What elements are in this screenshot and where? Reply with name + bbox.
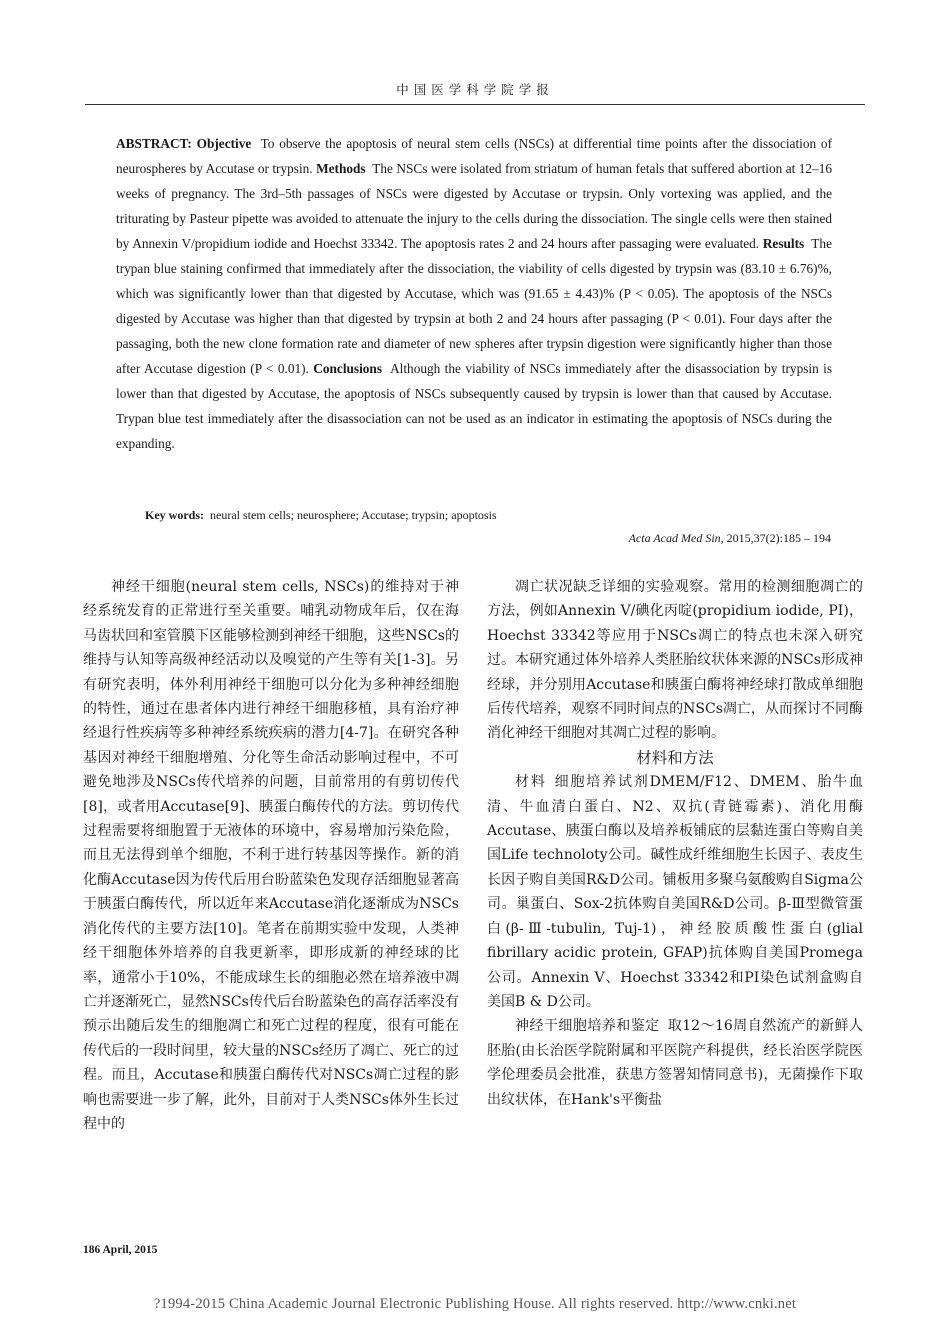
culture-label: 神经干细胞培养和鉴定 [515, 1018, 660, 1035]
citation-details: , 2015,37(2):185 – 194 [720, 531, 831, 545]
objective-text: To observe the apoptosis of neural stem cells (NSCs) at differential time points after the dissociation of neurospheres by Accutase or trypsin. [116, 136, 832, 176]
body-column-left [83, 575, 459, 1136]
objective-label: ABSTRACT: Objective [116, 136, 252, 151]
results-label: Results [762, 236, 805, 251]
keywords-label: Key words: [145, 508, 204, 522]
english-abstract [116, 131, 832, 456]
header-divider [85, 104, 865, 105]
copyright-notice: ?1994-2015 China Academic Journal Electronic Publishing House. All rights reserved. http://www.cnki.net [153, 1296, 797, 1312]
culture-text: 取12～16周自然流产的新鲜人胚胎(由长治医学院附属和平医院产科提供，经长治医学院医学伦理委员会批准，获患方签署知情同意书)，无菌操作下取出纹状体，在Hank's平衡盐 [487, 1018, 863, 1108]
materials-paragraph [487, 770, 863, 1014]
culture-paragraph [487, 1014, 863, 1112]
keywords-text: neural stem cells; neurosphere; Accutase; trypsin; apoptosis [210, 508, 497, 522]
methods-text: The NSCs were isolated from striatum of human fetals that suffered abortion at 12–16 weeks of pregnancy. The 3rd–5th passages of NSCs were digested by Accutase or trypsin. Only vortexing was applied, and the triturating by Pasteur pipette was avoided to attenuate the injury to the cells during the dissociation. The single cells were then stained by Annexin V/propidium iodide and Hoechst 33342. The apoptosis rates 2 and 24 hours after passaging were evaluated. [116, 161, 833, 251]
intro-paragraph: 神经干细胞(neural stem cells, NSCs)的维持对于神经系统发育的正常进行至关重要。哺乳动物成年后，仅在海马齿状回和室管膜下区能够检测到神经干细胞，这些NSCs的维持与认知等高级神经活动以及嗅觉的产生等有关[1-3]。另有研究表明，体外利用神经干细胞可以分化为多种神经细胞的特性，通过在患者体内进行神经干细胞移植，具有治疗神经退行性疾病等多种神经系统疾病的潜力[4-7]。在研究各种基因对神经干细胞增殖、分化等生命活动影响过程中，不可避免地涉及NSCs传代培养的问题，目前常用的有剪切传代[8]，或者用Accutase[9]、胰蛋白酶传代的方法。剪切传代过程需要将细胞置于无液体的环境中，容易增加污染危险，而且无法得到单个细胞，不利于进行转基因等操作。新的消化酶Accutase因为传代后用台盼蓝染色发现存活细胞显著高于胰蛋白酶传代，所以近年来Accutase消化逐渐成为NSCs消化传代的主要方法[10]。笔者在前期实验中发现，人类神经干细胞体外培养的自我更新率，即形成新的神经球的比率，通常小于10%，不能成球生长的细胞必然在培养液中凋亡并逐渐死亡，显然NSCs传代后台盼蓝染色的高存活率没有预示出随后发生的细胞凋亡和死亡过程的程度，很有可能在传代后的一段时间里，较大量的NSCs经历了凋亡、死亡的过程。而且，Accutase和胰蛋白酶传代对NSCs凋亡过程的影响也需要进一步了解，此外，目前对于人类NSCs体外生长过程中的 [83, 579, 459, 1132]
materials-label: 材料 [515, 774, 547, 791]
keywords-line [145, 508, 497, 523]
conclusions-text: Although the viability of NSCs immediately after the disassociation by trypsin is lower than that digested by Accutase, the apoptosis of NSCs subsequently caused by trypsin is lower than that caused by Accutase. Trypan blue test immediately after the disassociation can not be used as an indicator in estimating the apoptosis of NSCs during the expanding. [116, 361, 832, 451]
citation-line [629, 531, 831, 546]
materials-text: 细胞培养试剂DMEM/F12、DMEM、胎牛血清、牛血清白蛋白、N2、双抗(青链霉素)、消化用酶Accutase、胰蛋白酶以及培养板铺底的层黏连蛋白等购自美国Life technoloty公司。碱性成纤维细胞生长因子、表皮生长因子购自美国R&D公司。铺板用多聚乌氨酸购自Sigma公司。巢蛋白、Sox-2抗体购自美国R&D公司。β-Ⅲ型微管蛋白(β-Ⅲ-tubulin, Tuj-1)，神经胶质酸性蛋白(glial fibrillary acidic protein, GFAP)抗体购自美国Promega公司。Annexin V、Hoechst 33342和PI染色试剂盒购自美国B & D公司。 [487, 774, 863, 1010]
journal-header: 中国医学科学院学报 [396, 82, 554, 97]
conclusions-label: Conclusions [313, 361, 383, 376]
intro-paragraph-continued: 凋亡状况缺乏详细的实验观察。常用的检测细胞凋亡的方法，例如Annexin V/碘化丙啶(propidium iodide, PI)，Hoechst 33342等应用于NSCs凋亡的特点也未深入研究过。本研究通过体外培养人类胚胎纹状体来源的NSCs形成神经球，并分别用Accutase和胰蛋白酶将神经球打散成单细胞后传代培养，观察不同时间点的NSCs凋亡，从而探讨不同酶消化神经干细胞对其凋亡过程的影响。 [487, 579, 863, 742]
page-footer: 186 April, 2015 [83, 1244, 158, 1256]
methods-label: Methods [316, 161, 366, 176]
body-column-right [487, 575, 863, 1112]
results-text: The trypan blue staining confirmed that immediately after the dissociation, the viability of cells digested by trypsin was (83.10 ± 6.76)%, which was significantly lower than that digested by Accutase, which was (91.65 ± 4.43)% (P < 0.05). The apoptosis of the NSCs digested by Accutase was higher than that digested by trypsin at both 2 and 24 hours after passaging (P < 0.01). Four days after the passaging, both the new clone formation rate and diameter of new spheres after trypsin digestion were significantly higher than those after Accutase digestion (P < 0.01). [116, 236, 832, 376]
citation-journal: Acta Acad Med Sin [628, 531, 721, 545]
section-title: 材料和方法 [636, 748, 714, 767]
